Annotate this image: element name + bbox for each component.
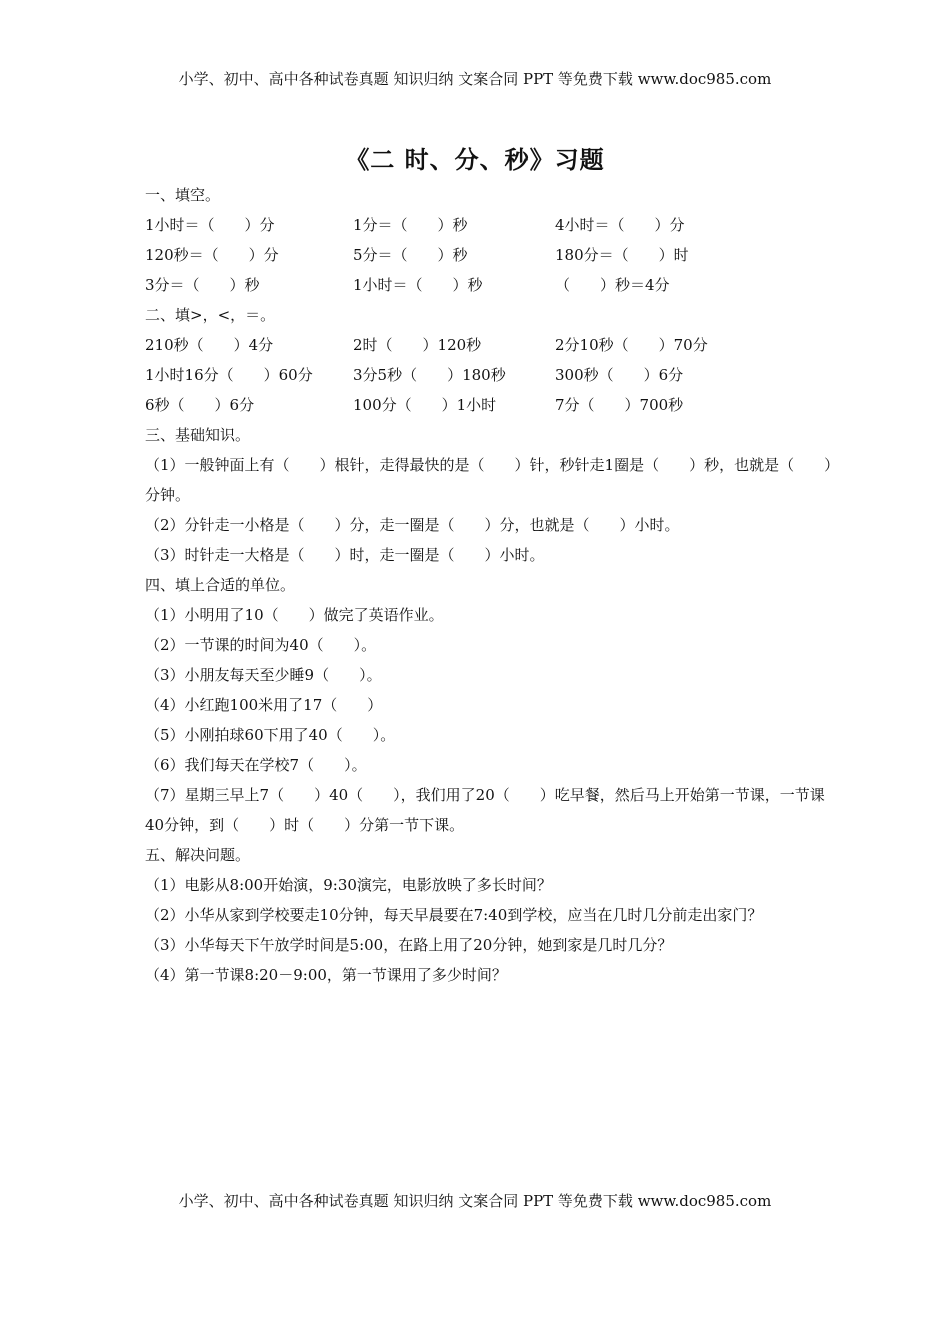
page-footer: 小学、初中、高中各种试卷真题 知识归纳 文案合同 PPT 等免费下载 www.doc985.com [178,1192,772,1210]
table-row [145,210,835,240]
list-item: （5）小刚拍球60下用了40（ ）。 [145,726,396,744]
question-cell: 100分（ ）1小时 [353,396,497,414]
question-cell: 1小时16分（ ）60分 [145,366,313,384]
question-cell: 2分10秒（ ）70分 [555,336,708,354]
question-cell: 3分＝（ ）秒 [145,276,260,294]
section-heading-basics: 三、基础知识。 [145,426,251,444]
section-heading-compare: 二、填>，<，＝。 [145,306,276,324]
list-item: （4）小红跑100米用了17（ ） [145,696,383,714]
question-cell: 120秒＝（ ）分 [145,246,279,264]
list-item: （1）一般钟面上有（ ）根针，走得最快的是（ ）针，秒针走1圈是（ ）秒，也就是（ ）分钟。 [145,456,832,504]
list-item: （6）我们每天在学校7（ ）。 [145,756,367,774]
question-cell: 5分＝（ ）秒 [353,246,468,264]
page-title: 《二 时、分、秒》习题 [345,145,605,174]
question-cell: 7分（ ）700秒 [555,396,684,414]
question-cell: 300秒（ ）6分 [555,366,684,384]
question-cell: 4小时＝（ ）分 [555,216,685,234]
list-item: （2）一节课的时间为40（ ）。 [145,636,377,654]
question-cell: 1小时＝（ ）分 [145,216,275,234]
question-cell: 180分＝（ ）时 [555,246,689,264]
question-cell: 1分＝（ ）秒 [353,216,468,234]
list-item: （1）电影从8:00开始演，9:30演完，电影放映了多长时间？ [145,876,552,894]
page-header: 小学、初中、高中各种试卷真题 知识归纳 文案合同 PPT 等免费下载 www.doc985.com [178,70,772,88]
question-cell: （ ）秒＝4分 [555,276,670,294]
question-cell: 6秒（ ）6分 [145,396,255,414]
section-heading-problems: 五、解决问题。 [145,846,251,864]
list-item: （3）小华每天下午放学时间是5:00，在路上用了20分钟，她到家是几时几分？ [145,936,673,954]
list-item: （2）小华从家到学校要走10分钟，每天早晨要在7:40到学校，应当在几时几分前走出家门？ [145,906,763,924]
list-item: （3）时针走一大格是（ ）时，走一圈是（ ）小时。 [145,546,545,564]
section-heading-fill-blank: 一、填空。 [145,186,221,204]
table-row [145,390,835,420]
table-row [145,360,835,390]
question-cell: 1小时＝（ ）秒 [353,276,483,294]
list-item: （3）小朋友每天至少睡9（ ）。 [145,666,382,684]
question-cell: 210秒（ ）4分 [145,336,274,354]
worksheet-body [145,180,835,990]
table-row [145,240,835,270]
table-row [145,270,835,300]
table-row [145,330,835,360]
section-heading-units: 四、填上合适的单位。 [145,576,296,594]
list-item: （2）分针走一小格是（ ）分，走一圈是（ ）分，也就是（ ）小时。 [145,516,680,534]
list-item: （7）星期三早上7（ ）40（ ），我们用了20（ ）吃早餐，然后马上开始第一节课，一节课40分钟，到（ ）时（ ）分第一节下课。 [145,786,825,834]
question-cell: 3分5秒（ ）180秒 [353,366,506,384]
list-item: （1）小明用了10（ ）做完了英语作业。 [145,606,444,624]
question-cell: 2时（ ）120秒 [353,336,482,354]
list-item: （4）第一节课8:20－9:00，第一节课用了多少时间？ [145,966,507,984]
